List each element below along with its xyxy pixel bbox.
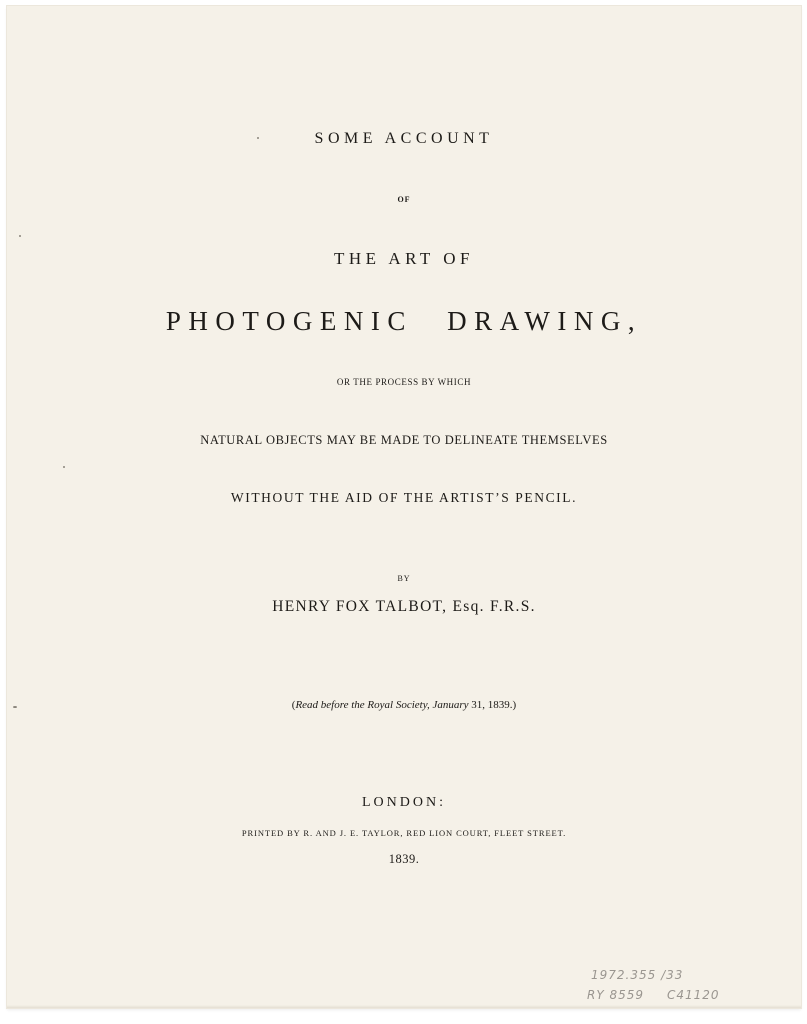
imprint-place: LONDON: <box>362 795 446 810</box>
read-before-note <box>7 699 801 711</box>
subtitle-natural-objects: NATURAL OBJECTS MAY BE MADE TO DELINEATE THEMSELVES <box>200 433 608 447</box>
heading-some-account: SOME ACCOUNT <box>314 130 494 147</box>
pencil-code: C41120 <box>667 988 720 1002</box>
read-before-open-paren: ( <box>291 699 296 711</box>
paper-speck <box>63 466 65 468</box>
heading-of: OF <box>397 195 411 204</box>
subtitle-without-aid: WITHOUT THE AID OF THE ARTIST’S PENCIL. <box>230 490 578 505</box>
document-page <box>7 6 801 1008</box>
pencil-accession-number: 1972.355 /33 <box>591 968 684 982</box>
read-before-date: 31, 1839.) <box>468 699 517 711</box>
paper-speck <box>19 235 21 237</box>
paper-speck <box>13 706 17 708</box>
imprint-printer: PRINTED BY R. AND J. E. TAYLOR, RED LION COURT, FLEET STREET. <box>241 828 567 838</box>
main-title: PHOTOGENIC DRAWING, <box>165 306 643 336</box>
author-name: HENRY FOX TALBOT, Esq. F.R.S. <box>272 598 536 615</box>
byline-by: BY <box>397 574 411 583</box>
read-before-text: Read before the Royal Society, January <box>295 699 469 711</box>
imprint-year: 1839. <box>388 852 420 866</box>
paper-speck <box>257 137 259 139</box>
heading-the-art-of: THE ART OF <box>333 249 474 268</box>
subtitle-or-process: OR THE PROCESS BY WHICH <box>336 377 472 387</box>
pencil-ry-number: RY 8559 <box>587 988 645 1002</box>
